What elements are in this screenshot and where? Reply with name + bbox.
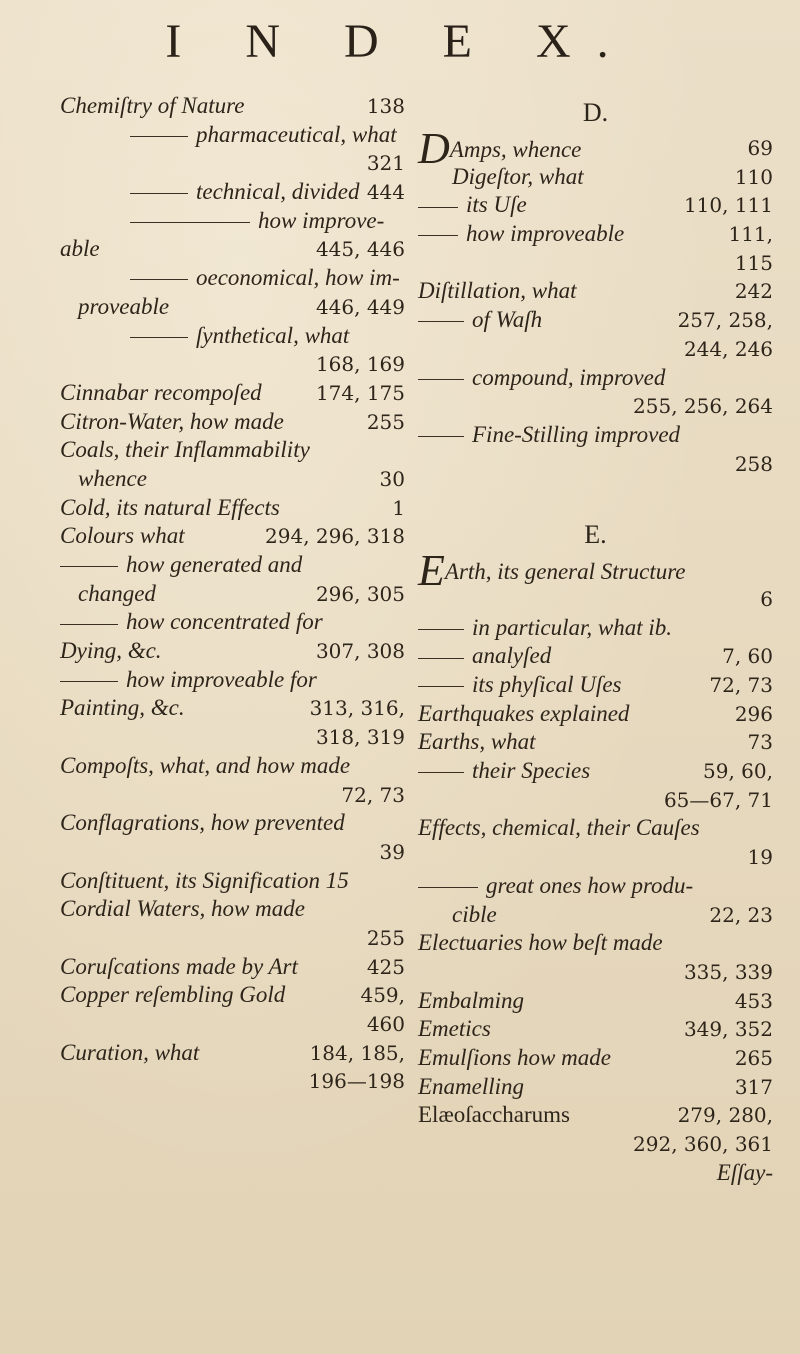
entry-line: 255, 256, 264 [633, 394, 773, 419]
index-header: I N D E X. [165, 15, 635, 68]
entry-line: 321 [366, 151, 405, 176]
entry-line: Coals, their Inflammability [60, 437, 310, 463]
entry-line: how improveable for [60, 666, 405, 695]
entry-line: 335, 339 [683, 959, 773, 984]
entry-line: Conſtituent, its Signification 15 [60, 867, 349, 893]
entry-line: DAmps, whence 69 [418, 124, 773, 173]
entry-line: its Uſe 110, 111 [418, 191, 773, 220]
entry-line: cible 22, 23 [452, 901, 773, 927]
entry-line: EArth, its general Structure [418, 546, 686, 596]
entry-line: its phyſical Uſes 72, 73 [418, 671, 773, 700]
entry-line: Electuaries how beſt made [418, 930, 663, 956]
entry-line: great ones how produ- [418, 872, 773, 901]
entry-line: their Species 59, 60, [418, 757, 773, 786]
entry-line: Earths, what 73 [418, 729, 773, 755]
entry-line: how improveable 111, [418, 220, 773, 249]
entry-line: 196—198 [308, 1069, 405, 1094]
entry-line: Emetics 349, 352 [418, 1016, 773, 1042]
entry-line: Cold, its natural Effects 1 [60, 494, 405, 520]
right-column [418, 92, 773, 1187]
entry-line: 19 [747, 845, 773, 870]
entry-line: how concentrated for [60, 608, 405, 637]
entry-line: Compoſts, what, and how made [60, 752, 351, 778]
left-column [60, 92, 405, 1096]
entry-line: Coruſcations made by Art 425 [60, 953, 405, 979]
entry-line: analyſed 7, 60 [418, 642, 773, 671]
entry-line: 255 [366, 925, 405, 950]
entry-line: Dying, &c. 307, 308 [60, 638, 405, 664]
entry-line: changed 296, 305 [78, 580, 405, 606]
entry-line: 460 [366, 1012, 405, 1036]
entry-line: how generated and [60, 551, 405, 580]
entry-line: Effects, chemical, their Cauſes [418, 815, 700, 841]
entry-line: 115 [734, 250, 773, 275]
entry-line: oeconomical, how im- [60, 264, 405, 293]
entry-line: proveable 446, 449 [78, 293, 405, 319]
entry-line: Cinnabar recompoſed 174, 175 [60, 379, 405, 405]
entry-line: how improve- [60, 207, 405, 236]
entry-line: 318, 319 [315, 725, 405, 750]
section-letter-e: E. [584, 520, 607, 550]
entry-line: 244, 246 [683, 336, 773, 361]
entry-line: compound, improved [418, 364, 773, 393]
entry-line: Copper reſembling Gold 459, [60, 982, 405, 1008]
entry-line: Eſſay- [716, 1159, 773, 1185]
entry-line: Painting, &c. 313, 316, [60, 695, 405, 721]
entry-line: Fine-Stilling improved [418, 421, 773, 450]
entry-line: technical, divided 444 [60, 178, 405, 207]
entry-line: Citron-Water, how made 255 [60, 408, 405, 434]
entry-line: Enamelling 317 [418, 1073, 773, 1099]
entry-line: Digeſtor, what 110 [452, 163, 773, 189]
entry-line: Embalming 453 [418, 987, 773, 1013]
entry-line: 6 [760, 586, 773, 611]
section-letter-d: D. [582, 98, 609, 127]
entry-line: Conflagrations, how prevented [60, 810, 345, 836]
entry-line: Curation, what 184, 185, [60, 1039, 405, 1065]
entry-line: Earthquakes explained 296 [418, 700, 773, 726]
entry-line: in particular, what ib. [418, 614, 773, 643]
entry-line: able 445, 446 [60, 236, 405, 262]
entry-line: of Waſh 257, 258, [418, 306, 773, 335]
entry-line: whence 30 [78, 465, 405, 491]
entry-line: ſynthetical, what [60, 322, 405, 351]
entry-line: pharmaceutical, what [60, 121, 405, 150]
entry-line: Emulſions how made 265 [418, 1044, 773, 1070]
entry-line: 168, 169 [315, 352, 405, 377]
entry-line: 39 [379, 839, 405, 864]
entry-line: 292, 360, 361 [633, 1132, 773, 1156]
entry-line: 258 [734, 451, 773, 476]
entry-line: Elæoſaccharums 279, 280, [418, 1102, 773, 1128]
entry-line: Chemiſtry of Nature 138 [60, 93, 405, 118]
entry-line: Diſtillation, what 242 [418, 278, 773, 304]
entry-line: 72, 73 [341, 782, 405, 807]
entry-line: 65—67, 71 [663, 787, 773, 812]
entry-line: Cordial Waters, how made [60, 896, 305, 922]
entry-line: Colours what 294, 296, 318 [60, 523, 405, 549]
